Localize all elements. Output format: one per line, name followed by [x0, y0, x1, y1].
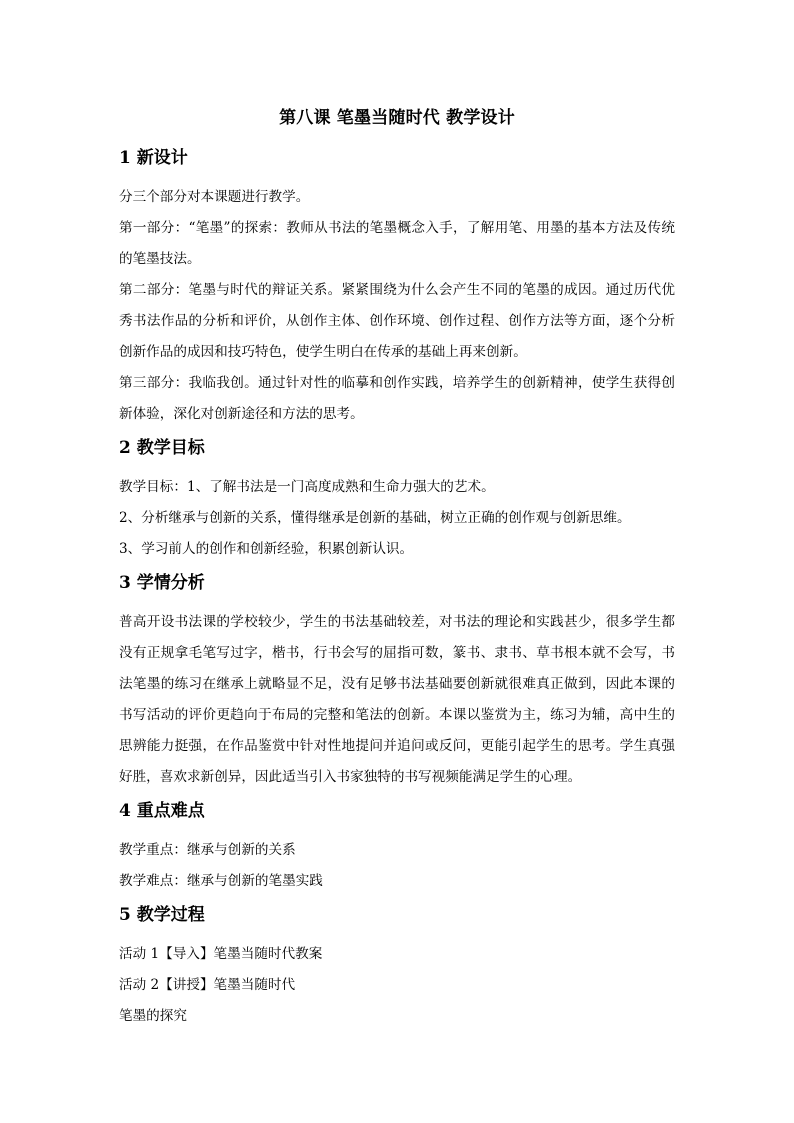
section-heading: 1 新设计	[119, 148, 188, 168]
document-title: 第八课 笔墨当随时代 教学设计	[279, 108, 515, 128]
paragraph: 第三部分：我临我创。通过针对性的临摹和创作实践，培养学生的创新精神，使学生获得创新体验，深化对创新途径和方法的思考。	[119, 375, 675, 422]
paragraph: 3、学习前人的创作和创新经验，积累创新认识。	[119, 541, 414, 557]
section-student-analysis	[119, 571, 675, 793]
section-key-points	[119, 799, 675, 897]
section-heading: 4 重点难点	[119, 801, 205, 821]
paragraph: 分三个部分对本课题进行教学。	[119, 189, 310, 205]
paragraph: 教学重点：继承与创新的关系	[119, 842, 296, 858]
section-heading: 3 学情分析	[119, 573, 205, 593]
section-new-design	[119, 146, 675, 430]
section-teaching-process	[119, 903, 675, 1032]
paragraph: 活动 2【讲授】笔墨当随时代	[119, 977, 296, 993]
paragraph: 2、分析继承与创新的关系，懂得继承是创新的基础，树立正确的创作观与创新思维。	[119, 510, 631, 526]
paragraph: 笔墨的探究	[119, 1008, 187, 1024]
paragraph: 活动 1【导入】笔墨当随时代教案	[119, 946, 323, 962]
section-heading: 2 教学目标	[119, 438, 205, 458]
paragraph: 普高开设书法课的学校较少，学生的书法基础较差，对书法的理论和实践甚少，很多学生都没有正规拿毛笔写过字，楷书，行书会写的屈指可数，篆书、隶书、草书根本就不会写，书法笔墨的练习在继承上就略显不足，没有足够书法基础要创新就很难真正做到，因此本课的书写活动的评价更趋向于布局的完整和笔法的创新。本课以鉴赏为主，练习为辅，高中生的思辨能力挺强，在作品鉴赏中针对性地提问并追问或反问，更能引起学生的思考。学生真强好胜，喜欢求新创异，因此适当引入书家独特的书写视频能满足学生的心理。	[119, 614, 675, 785]
paragraph: 第一部分：“笔墨”的探索：教师从书法的笔墨概念入手，了解用笔、用墨的基本方法及传统的笔墨技法。	[119, 220, 675, 267]
paragraph: 教学难点：继承与创新的笔墨实践	[119, 873, 323, 889]
document-body	[119, 146, 675, 1032]
paragraph: 教学目标：1、了解书法是一门高度成熟和生命力强大的艺术。	[119, 479, 495, 495]
paragraph: 第二部分：笔墨与时代的辩证关系。紧紧围绕为什么会产生不同的笔墨的成因。通过历代优秀书法作品的分析和评价，从创作主体、创作环境、创作过程、创作方法等方面，逐个分析创新作品的成因和技巧特色，使学生明白在传承的基础上再来创新。	[119, 282, 675, 360]
section-heading: 5 教学过程	[119, 905, 205, 925]
section-teaching-goals	[119, 436, 675, 565]
